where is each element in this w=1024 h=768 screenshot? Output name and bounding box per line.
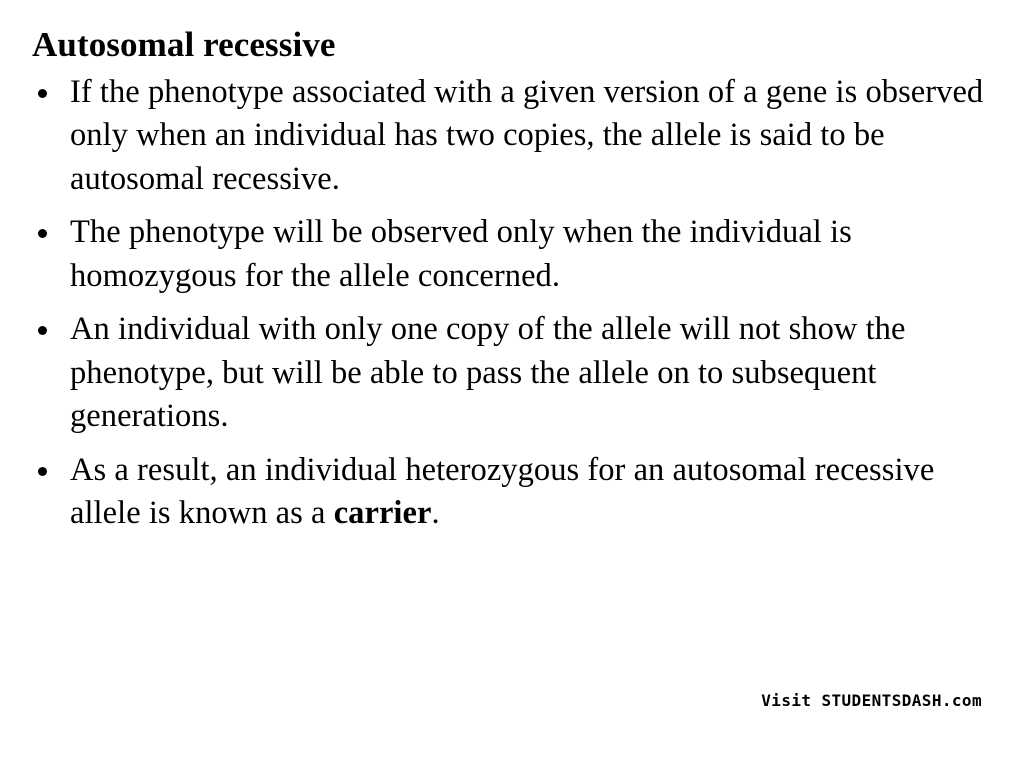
bullet-dot-icon [38, 326, 47, 335]
list-item-text-tail: . [431, 495, 440, 532]
list-item-text-main: The phenotype will be observed only when the individual is homozygous for the allele concerned. [70, 214, 852, 294]
bullet-dot-icon [38, 229, 47, 238]
bullet-dot-icon [38, 89, 47, 98]
list-item-text [70, 211, 984, 298]
list-item-text-main: An individual with only one copy of the allele will not show the phenotype, but will be able to pass the allele on to subsequent generations. [70, 311, 906, 435]
list-item-text-emphasis: carrier [333, 495, 432, 532]
list-item [32, 308, 984, 439]
bullet-dot-icon [38, 467, 47, 476]
list-item [32, 71, 984, 202]
list-item-text [70, 449, 984, 536]
bullet-list [32, 71, 984, 536]
list-item [32, 449, 984, 536]
list-item-text [70, 308, 984, 439]
list-item-text-main: As a result, an individual heterozygous for an autosomal recessive allele is known as a [70, 451, 935, 532]
page-title: Autosomal recessive [32, 25, 336, 64]
list-item [32, 211, 984, 298]
footer-credit: Visit STUDENTSDASH.com [761, 691, 982, 710]
list-item-text [70, 71, 984, 202]
list-item-text-main: If the phenotype associated with a given version of a gene is observed only when an individual has two copies, the allele is said to be autosomal recessive. [70, 73, 984, 197]
